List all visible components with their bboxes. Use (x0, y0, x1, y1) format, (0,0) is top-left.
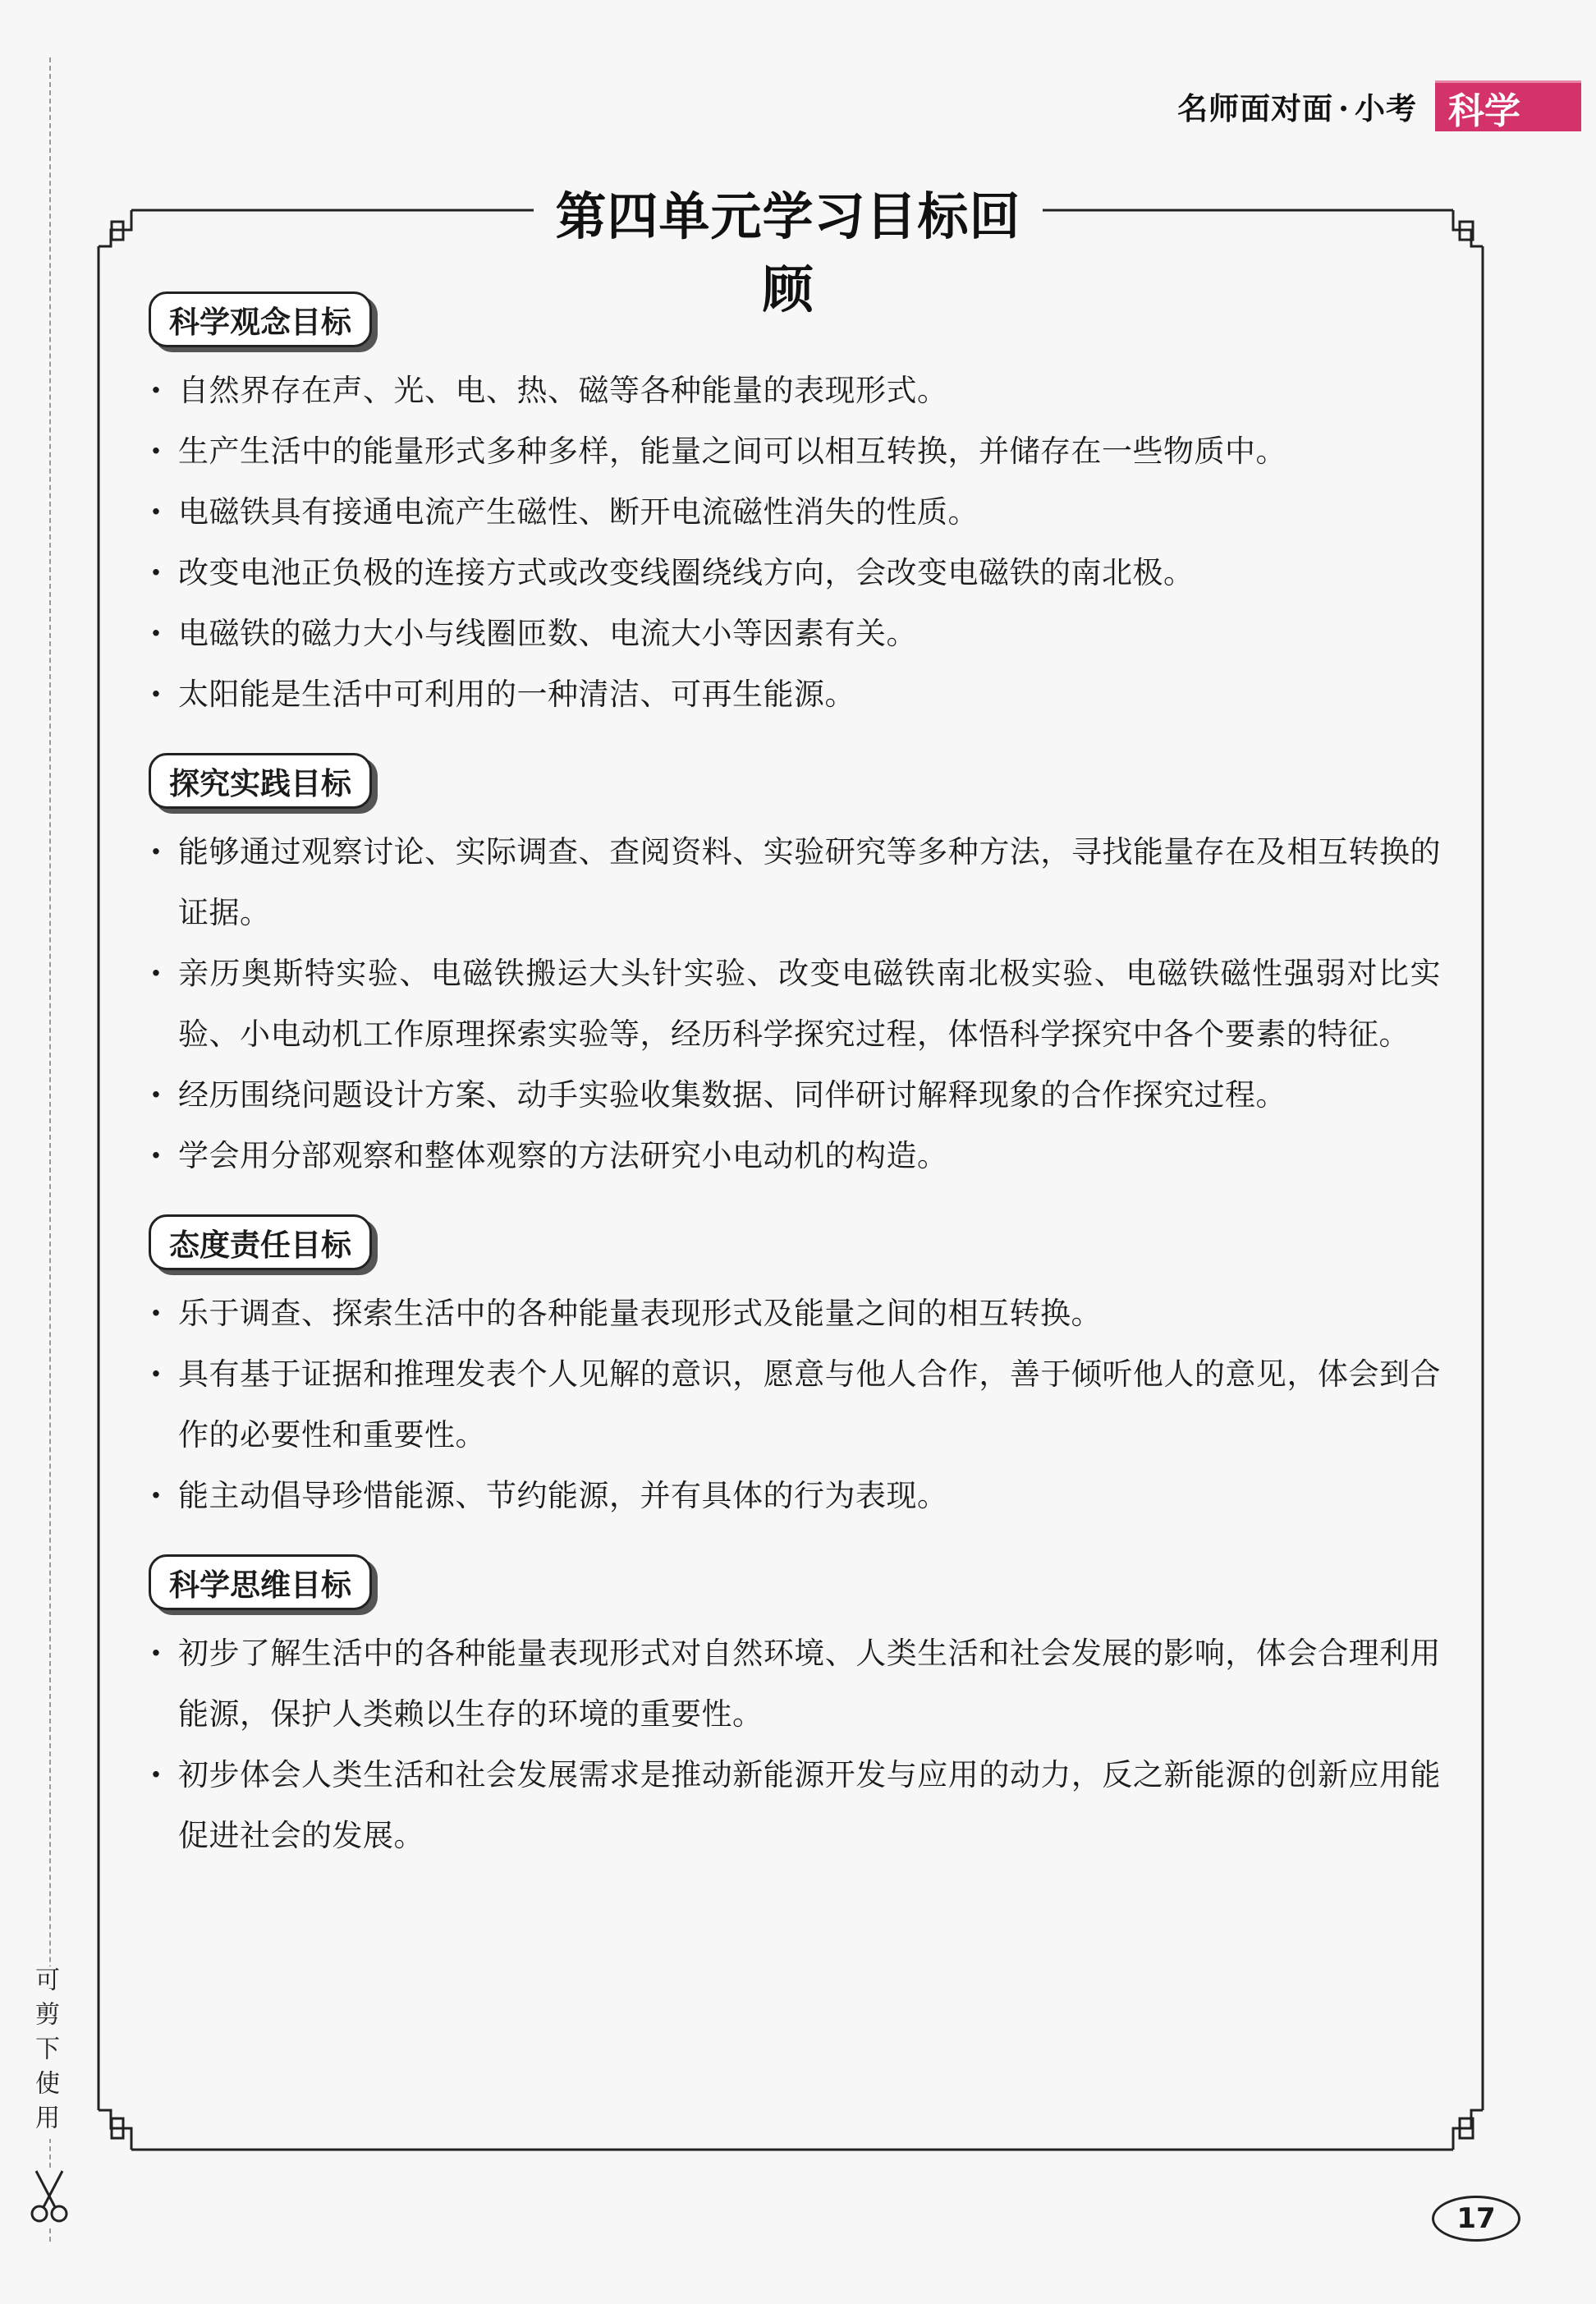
goal-item: · 初步体会人类生活和社会发展需求是推动新能源开发与应用的动力，反之新能源的创新应用能促进社会的发展。 (144, 1745, 1441, 1866)
section-scientific-thinking (144, 1554, 1441, 1866)
goal-item: · 具有基于证据和推理发表个人见解的意识，愿意与他人合作，善于倾听他人的意见，体会到合作的必要性和重要性。 (144, 1344, 1441, 1466)
brand-separator: · (1338, 90, 1350, 126)
goal-list (144, 822, 1441, 1186)
goal-item: · 初步了解生活中的各种能量表现形式对自然环境、人类生活和社会发展的影响，体会合理利用能源，保护人类赖以生存的环境的重要性。 (144, 1623, 1441, 1745)
goal-list (144, 360, 1441, 725)
series-brand (1177, 84, 1417, 128)
goal-list (144, 1623, 1441, 1866)
goal-item: · 生产生活中的能量形式多种多样，能量之间可以相互转换，并储存在一些物质中。 (144, 421, 1441, 482)
goal-item: · 电磁铁具有接通电流产生磁性、断开电流磁性消失的性质。 (144, 482, 1441, 543)
goal-item: · 能主动倡导珍惜能源、节约能源，并有具体的行为表现。 (144, 1466, 1441, 1526)
goal-list (144, 1283, 1441, 1526)
page-header (1177, 80, 1581, 131)
section-attitude-responsibility (144, 1214, 1441, 1526)
page-number: 17 (1432, 2196, 1520, 2242)
section-inquiry-practice (144, 753, 1441, 1186)
brand-level: 小考 (1355, 90, 1417, 126)
goal-item: · 改变电池正负极的连接方式或改变线圈绕线方向，会改变电磁铁的南北极。 (144, 543, 1441, 604)
goal-item: · 太阳能是生活中可利用的一种清洁、可再生能源。 (144, 664, 1441, 725)
section-science-concept (144, 291, 1441, 725)
section-heading: 态度责任目标 (149, 1214, 372, 1270)
section-heading: 科学思维目标 (149, 1554, 372, 1610)
section-heading: 科学观念目标 (149, 291, 372, 347)
scissors-icon (26, 2168, 72, 2225)
cut-line (49, 57, 51, 2242)
goals-content (144, 291, 1441, 1894)
cut-instruction: 可剪下使用 (36, 1967, 64, 2139)
goal-item: · 学会用分部观察和整体观察的方法研究小电动机的构造。 (144, 1126, 1441, 1186)
goal-item: · 电磁铁的磁力大小与线圈匝数、电流大小等因素有关。 (144, 604, 1441, 664)
section-heading: 探究实践目标 (149, 753, 372, 809)
goal-item: · 乐于调查、探索生活中的各种能量表现形式及能量之间的相互转换。 (144, 1283, 1441, 1344)
subject-badge: 科学 (1435, 80, 1581, 131)
brand-name: 名师面对面 (1177, 90, 1334, 126)
goal-item: · 经历围绕问题设计方案、动手实验收集数据、同伴研讨解释现象的合作探究过程。 (144, 1065, 1441, 1126)
goal-item: · 亲历奥斯特实验、电磁铁搬运大头针实验、改变电磁铁南北极实验、电磁铁磁性强弱对比实验、小电动机工作原理探索实验等，经历科学探究过程，体悟科学探究中各个要素的特征。 (144, 943, 1441, 1065)
goal-item: · 自然界存在声、光、电、热、磁等各种能量的表现形式。 (144, 360, 1441, 421)
page-title: 第四单元学习目标回顾 (534, 176, 1043, 322)
goal-item: · 能够通过观察讨论、实际调查、查阅资料、实验研究等多种方法，寻找能量存在及相互转换的证据。 (144, 822, 1441, 943)
